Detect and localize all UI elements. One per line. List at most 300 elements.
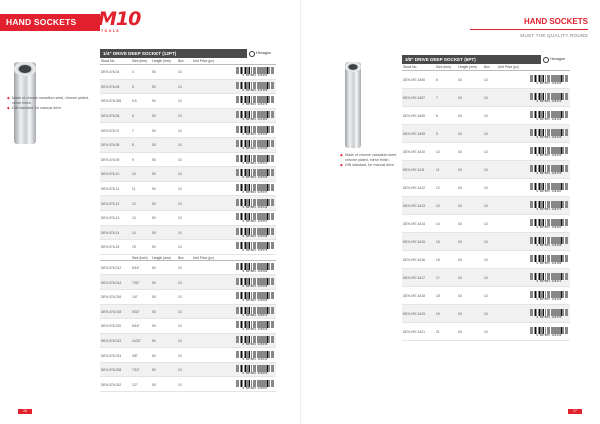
- barcode-number: 8 887804 123469: [242, 88, 268, 92]
- cell-length: 63: [458, 276, 462, 280]
- cell-box: 10: [178, 309, 182, 314]
- cell-size: 14: [436, 222, 440, 226]
- barcode-bars: [530, 255, 568, 262]
- cell-size: 13: [132, 216, 136, 221]
- cell-length: 63: [458, 114, 462, 118]
- section-title-right: HAND SOCKETS: [523, 17, 588, 26]
- barcode-number: 8 887804 123612: [242, 313, 268, 317]
- barcode: [530, 255, 568, 265]
- barcode-number: 8 887804 124236: [536, 136, 562, 139]
- cell-size: 6: [436, 78, 438, 82]
- table-row: [402, 251, 570, 269]
- barcode-number: 8 887804 123544: [242, 205, 268, 209]
- table-row: [100, 167, 276, 182]
- barcode-bars: [236, 184, 274, 191]
- feature-item: ◆ DIN standard, for manual drive: [7, 106, 61, 111]
- barcode-number: 8 887804 124304: [536, 262, 562, 265]
- table-row: [402, 269, 570, 287]
- tagline: MUST THE QUALITY ROUND: [520, 33, 588, 38]
- cell-stock: DEH-097-4414: [403, 222, 425, 226]
- table-title: 1/4" DRIVE DEEP SOCKET (12PT) Hexagon: [100, 49, 276, 58]
- cell-stock: DEH-076-12: [101, 201, 120, 206]
- barcode: [236, 169, 274, 179]
- cell-stock: DEH-076-13: [101, 216, 120, 221]
- barcode-number: 8 887804 124250: [536, 172, 562, 175]
- barcode: [530, 147, 568, 157]
- cell-size: 10: [132, 172, 136, 177]
- cell-box: 10: [484, 312, 488, 316]
- cell-size: 5.5: [132, 99, 137, 104]
- barcode-number: 8 887804 124243: [536, 154, 562, 157]
- cell-box: 10: [178, 128, 182, 133]
- brand-logo: [98, 8, 141, 36]
- cell-size: 15: [436, 240, 440, 244]
- table-row: [402, 71, 570, 89]
- table-row: [100, 240, 276, 255]
- barcode-number: 8 887804 123520: [242, 176, 268, 180]
- barcode: [530, 237, 568, 247]
- cell-size: 5/16": [132, 266, 140, 271]
- barcode-bars: [236, 82, 274, 89]
- cell-box: 10: [178, 230, 182, 235]
- table-row: [402, 323, 570, 341]
- barcode: [236, 82, 274, 92]
- product-table-left: [100, 49, 276, 392]
- cell-size: 3/8": [132, 353, 138, 358]
- cell-size: 9: [132, 157, 134, 162]
- cell-length: 50: [152, 172, 156, 177]
- cell-length: 63: [458, 204, 462, 208]
- cell-stock: DEH-097-4417: [403, 276, 425, 280]
- cell-size: 7: [132, 128, 134, 133]
- cell-size: 9: [436, 132, 438, 136]
- page-fold: [300, 0, 301, 424]
- barcode: [530, 111, 568, 121]
- cell-box: 10: [484, 204, 488, 208]
- cell-length: 50: [152, 245, 156, 250]
- barcode: [530, 129, 568, 139]
- cell-length: 50: [152, 143, 156, 148]
- barcode-number: 8 887804 123575: [242, 249, 268, 253]
- table-row: [100, 138, 276, 153]
- barcode: [236, 380, 274, 390]
- cell-box: 10: [484, 78, 488, 82]
- cell-box: 10: [178, 114, 182, 119]
- cell-size: 13: [436, 204, 440, 208]
- cell-size: 7/32": [132, 280, 140, 285]
- cell-size: 10: [436, 150, 440, 154]
- cell-length: 50: [152, 280, 156, 285]
- cell-stock: DEH-076-10: [101, 172, 120, 177]
- barcode-number: 8 887804 123551: [242, 220, 268, 224]
- cell-stock: DEH-076-028: [101, 368, 122, 373]
- cell-box: 10: [178, 280, 182, 285]
- barcode: [530, 273, 568, 283]
- table-row: [402, 287, 570, 305]
- table-row: [100, 182, 276, 197]
- barcode-number: 8 887804 124342: [536, 334, 562, 337]
- cell-stock: DEH-097-4413: [403, 204, 425, 208]
- barcode-number: 8 887804 123490: [242, 132, 268, 136]
- barcode-bars: [236, 336, 274, 343]
- cell-stock: DEH-097-4411: [403, 168, 425, 172]
- barcode: [530, 219, 568, 229]
- cell-length: 63: [458, 240, 462, 244]
- table-row: [100, 305, 276, 320]
- cell-size: 4: [132, 70, 134, 75]
- cell-box: 10: [178, 368, 182, 373]
- cell-length: 63: [458, 150, 462, 154]
- cell-length: 63: [458, 78, 462, 82]
- cell-size: 9/32": [132, 309, 140, 314]
- barcode-number: 8 887804 124267: [536, 190, 562, 193]
- cell-length: 50: [152, 70, 156, 75]
- cell-stock: DEH-076-020: [101, 324, 122, 329]
- cell-length: 63: [458, 168, 462, 172]
- cell-size: 7/16": [132, 368, 140, 373]
- barcode: [236, 184, 274, 194]
- cell-length: 50: [152, 309, 156, 314]
- table-row: [100, 319, 276, 334]
- title-underline: [470, 29, 588, 30]
- cell-length: 63: [458, 222, 462, 226]
- barcode-number: 8 887804 124212: [536, 100, 562, 103]
- barcode-bars: [236, 199, 274, 206]
- cell-stock: DEH-097-4406: [403, 78, 425, 82]
- cell-stock: DEH-097-4409: [403, 132, 425, 136]
- table-row: [100, 348, 276, 363]
- cell-box: 10: [178, 70, 182, 75]
- cell-box: 10: [484, 168, 488, 172]
- cell-length: 50: [152, 338, 156, 343]
- cell-box: 10: [178, 382, 182, 387]
- cell-box: 10: [484, 330, 488, 334]
- barcode-number: 8 887804 124229: [536, 118, 562, 121]
- cell-size: 21: [436, 330, 440, 334]
- cell-size: 17: [436, 276, 440, 280]
- cell-stock: DEH-097-4418: [403, 294, 425, 298]
- cell-size: 1/2": [132, 382, 138, 387]
- cell-length: 63: [458, 132, 462, 136]
- barcode: [236, 155, 274, 165]
- cell-length: 50: [152, 230, 156, 235]
- barcode-bars: [530, 219, 568, 226]
- barcode: [530, 309, 568, 319]
- cell-box: 10: [178, 324, 182, 329]
- barcode: [530, 291, 568, 301]
- cell-length: 63: [458, 330, 462, 334]
- table-row: [402, 107, 570, 125]
- cell-length: 63: [458, 186, 462, 190]
- table-row: [100, 334, 276, 349]
- cell-box: 10: [178, 266, 182, 271]
- hex-badge: Hexagon: [540, 55, 570, 64]
- cell-stock: DEH-076-032: [101, 382, 122, 387]
- cell-stock: DEH-097-4416: [403, 258, 425, 262]
- cell-box: 10: [178, 216, 182, 221]
- cell-stock: DEH-097-4407: [403, 96, 425, 100]
- barcode: [236, 67, 274, 77]
- cell-size: 8: [132, 143, 134, 148]
- barcode-bars: [236, 228, 274, 235]
- barcode-number: 8 887804 123568: [242, 234, 268, 238]
- table-title: 3/8" DRIVE DEEP SOCKET (6PT) Hexagon: [402, 55, 570, 64]
- barcode-bars: [530, 93, 568, 100]
- cell-stock: DEH-076-016: [101, 295, 122, 300]
- cell-stock: DEH-076-024: [101, 353, 122, 358]
- cell-stock: DEH-097-4419: [403, 312, 425, 316]
- table-row: [100, 94, 276, 109]
- barcode-number: 8 887804 123476: [242, 103, 268, 107]
- feature-item: ◆ DIN standard, for manual drive: [340, 163, 394, 168]
- cell-box: 10: [178, 157, 182, 162]
- cell-stock: DEH-076-022: [101, 338, 122, 343]
- cell-size: 12: [132, 201, 136, 206]
- table-row: [100, 377, 276, 392]
- table-row: [402, 305, 570, 323]
- logo-subtext: TOOLS: [101, 29, 120, 33]
- barcode: [530, 183, 568, 193]
- table-column-header: Stock No. Size (mm) Length (mm) Box Unit Price (pc): [100, 58, 276, 65]
- cell-stock: DEH-097-4421: [403, 330, 425, 334]
- cell-size: 11: [436, 168, 440, 172]
- cell-length: 50: [152, 266, 156, 271]
- barcode-bars: [530, 183, 568, 190]
- product-table-right: [402, 55, 570, 341]
- cell-length: 50: [152, 99, 156, 104]
- barcode-bars: [236, 278, 274, 285]
- cell-box: 10: [484, 114, 488, 118]
- barcode: [236, 213, 274, 223]
- cell-stock: DEH-076-018: [101, 309, 122, 314]
- cell-size: 5: [132, 84, 134, 89]
- barcode-number: 8 887804 124281: [536, 226, 562, 229]
- cell-stock: DEH-097-4410: [403, 150, 425, 154]
- cell-box: 10: [484, 132, 488, 136]
- cell-stock: DEH-097-4415: [403, 240, 425, 244]
- section-banner-left: HAND SOCKETS: [0, 14, 100, 31]
- cell-length: 63: [458, 258, 462, 262]
- barcode-bars: [530, 273, 568, 280]
- barcode-number: 8 887804 123537: [242, 191, 268, 195]
- feature-item: ◆ Made of chrome vanadium steel, chrome plated, mirror finish: [7, 96, 89, 106]
- barcode: [530, 93, 568, 103]
- barcode-number: 8 887804 123636: [242, 342, 268, 346]
- cell-length: 50: [152, 114, 156, 119]
- table-row: [100, 226, 276, 241]
- inch-column-header: Size (inch) Length (mm) Box Unit Price (pc): [100, 255, 276, 261]
- cell-stock: DEH-076-08: [101, 143, 120, 148]
- page-number-right: 27: [568, 409, 582, 414]
- hexagon-icon: [543, 57, 549, 63]
- cell-stock: DEH-076-07: [101, 128, 120, 133]
- cell-box: 10: [484, 294, 488, 298]
- barcode-bars: [530, 237, 568, 244]
- table-row: [402, 125, 570, 143]
- barcode: [530, 327, 568, 337]
- cell-box: 10: [178, 338, 182, 343]
- cell-box: 10: [484, 186, 488, 190]
- barcode-bars: [236, 380, 274, 387]
- cell-length: 50: [152, 187, 156, 192]
- table-row: [100, 65, 276, 80]
- barcode: [236, 321, 274, 331]
- cell-stock: DEH-076-012: [101, 266, 122, 271]
- barcode-number: 8 887804 123599: [242, 284, 268, 288]
- cell-box: 10: [178, 99, 182, 104]
- barcode-bars: [236, 307, 274, 314]
- table-row: [100, 196, 276, 211]
- cell-box: 10: [178, 295, 182, 300]
- cell-size: 6: [132, 114, 134, 119]
- barcode-bars: [530, 201, 568, 208]
- barcode-number: 8 887804 123667: [242, 386, 268, 390]
- table-row: [402, 233, 570, 251]
- cell-box: 10: [178, 143, 182, 148]
- cell-size: 7: [436, 96, 438, 100]
- barcode: [236, 96, 274, 106]
- cell-box: 10: [178, 172, 182, 177]
- table-row: [402, 143, 570, 161]
- barcode: [236, 242, 274, 252]
- barcode: [236, 111, 274, 121]
- barcode-bars: [236, 263, 274, 270]
- cell-length: 63: [458, 312, 462, 316]
- barcode-number: 8 887804 123643: [242, 357, 268, 361]
- cell-stock: DEH-076-06: [101, 114, 120, 119]
- table-row: [100, 290, 276, 305]
- table-row: [402, 161, 570, 179]
- barcode: [236, 307, 274, 317]
- barcode: [530, 201, 568, 211]
- barcode-bars: [236, 351, 274, 358]
- table-row: [100, 363, 276, 378]
- barcode-bars: [530, 111, 568, 118]
- cell-length: 50: [152, 128, 156, 133]
- table-row: [100, 275, 276, 290]
- cell-size: 19: [436, 312, 440, 316]
- barcode-bars: [236, 155, 274, 162]
- cell-size: 1/4": [132, 295, 138, 300]
- barcode-number: 8 887804 124328: [536, 298, 562, 301]
- hexagon-icon: [249, 51, 255, 57]
- cell-length: 50: [152, 84, 156, 89]
- cell-box: 10: [178, 201, 182, 206]
- hex-badge: Hexagon: [246, 49, 276, 58]
- barcode: [236, 292, 274, 302]
- cell-stock: DEH-076-04: [101, 70, 120, 75]
- cell-stock: DEH-076-05: [101, 84, 120, 89]
- table-row: [100, 153, 276, 168]
- barcode-bars: [530, 147, 568, 154]
- cell-box: 10: [178, 353, 182, 358]
- barcode-number: 8 887804 123513: [242, 161, 268, 165]
- table-row: [100, 80, 276, 95]
- cell-size: 11: [132, 187, 136, 192]
- table-row: [100, 123, 276, 138]
- cell-length: 50: [152, 324, 156, 329]
- cell-size: 18: [436, 294, 440, 298]
- feature-list-right: [340, 153, 404, 169]
- table-row: [100, 109, 276, 124]
- barcode-bars: [530, 327, 568, 334]
- barcode-number: 8 887804 123582: [242, 270, 268, 274]
- barcode-bars: [530, 291, 568, 298]
- table-column-header: Stock No. Size (mm) Length (mm) Box Unit Price (pc): [402, 64, 570, 71]
- table-row: [402, 197, 570, 215]
- feature-item: ◆ Made of chrome vanadium steel, chrome plated, mirror finish: [340, 153, 398, 163]
- table-row: [100, 261, 276, 276]
- table-row: [100, 211, 276, 226]
- barcode: [236, 199, 274, 209]
- barcode: [236, 140, 274, 150]
- cell-box: 10: [484, 96, 488, 100]
- cell-length: 50: [152, 368, 156, 373]
- barcode: [236, 336, 274, 346]
- cell-length: 50: [152, 157, 156, 162]
- barcode-number: 8 887804 123650: [242, 372, 268, 376]
- barcode-number: 8 887804 123506: [242, 147, 268, 151]
- cell-box: 10: [178, 187, 182, 192]
- cell-box: 10: [484, 258, 488, 262]
- deep-socket-image-right: [345, 62, 361, 148]
- table-row: [402, 179, 570, 197]
- cell-box: 10: [484, 276, 488, 280]
- barcode: [236, 126, 274, 136]
- barcode-number: 8 887804 124274: [536, 208, 562, 211]
- barcode-number: 8 887804 124298: [536, 244, 562, 247]
- barcode: [236, 351, 274, 361]
- barcode: [236, 278, 274, 288]
- cell-size: 15: [132, 245, 136, 250]
- cell-length: 63: [458, 294, 462, 298]
- barcode-number: 8 887804 124335: [536, 316, 562, 319]
- table-row: [402, 215, 570, 233]
- barcode-bars: [236, 126, 274, 133]
- cell-stock: DEH-097-4412: [403, 186, 425, 190]
- barcode: [236, 263, 274, 273]
- cell-stock: DEH-076-055: [101, 99, 122, 104]
- cell-length: 63: [458, 96, 462, 100]
- cell-stock: DEH-076-014: [101, 280, 122, 285]
- logo-text: M10: [98, 8, 141, 30]
- cell-box: 10: [178, 245, 182, 250]
- cell-stock: DEH-097-4408: [403, 114, 425, 118]
- cell-stock: DEH-076-09: [101, 157, 120, 162]
- cell-box: 10: [484, 240, 488, 244]
- feature-list-left: [7, 96, 97, 112]
- cell-size: 16: [436, 258, 440, 262]
- cell-size: 5/16": [132, 324, 140, 329]
- cell-size: 8: [436, 114, 438, 118]
- cell-length: 50: [152, 382, 156, 387]
- barcode-number: 8 887804 124205: [536, 82, 562, 85]
- cell-length: 50: [152, 353, 156, 358]
- cell-box: 10: [484, 150, 488, 154]
- barcode-number: 8 887804 123452: [242, 74, 268, 78]
- cell-length: 50: [152, 201, 156, 206]
- cell-size: 11/32": [132, 338, 142, 343]
- barcode-number: 8 887804 123629: [242, 328, 268, 332]
- barcode-bars: [530, 309, 568, 316]
- barcode: [236, 365, 274, 375]
- barcode: [530, 165, 568, 175]
- barcode-number: 8 887804 124311: [536, 280, 562, 283]
- barcode: [236, 228, 274, 238]
- barcode: [530, 75, 568, 85]
- barcode-number: 8 887804 123483: [242, 118, 268, 122]
- page-number-left: 26: [18, 409, 32, 414]
